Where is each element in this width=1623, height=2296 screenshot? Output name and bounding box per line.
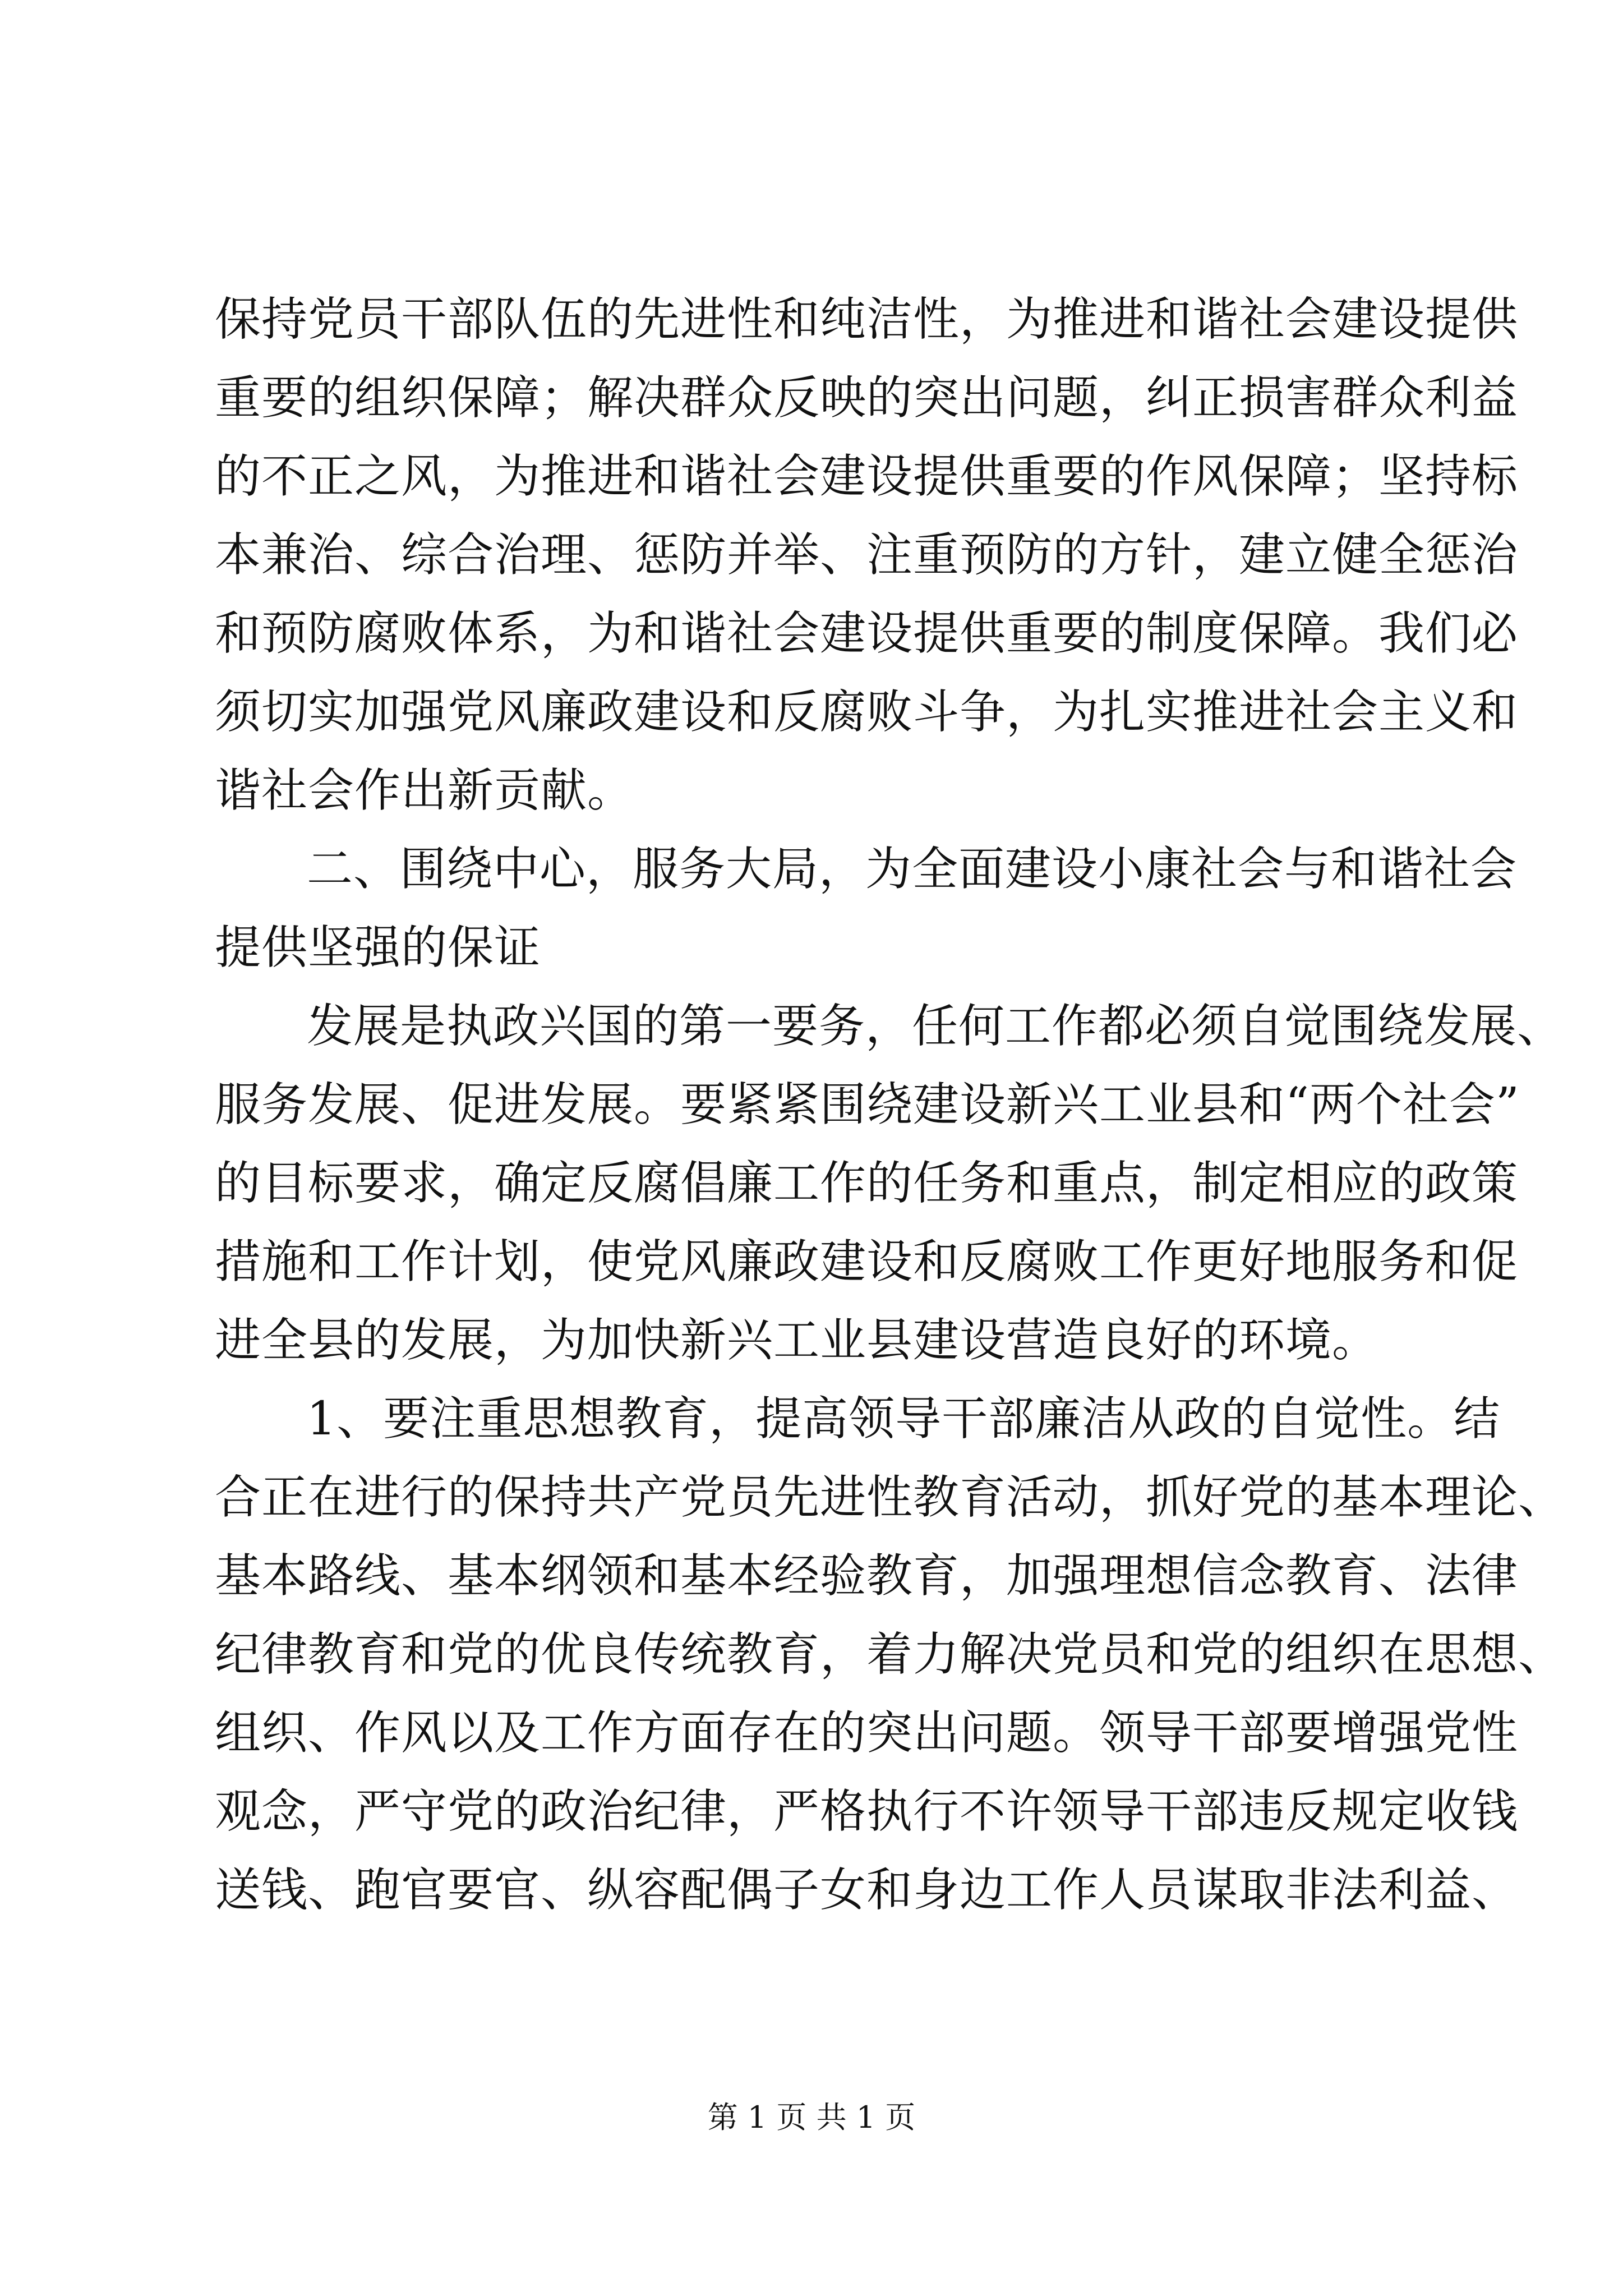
text-line: 谐社会作出新贡献。 [215, 764, 634, 817]
text-line: 的目标要求，确定反腐倡廉工作的任务和重点，制定相应的政策 [215, 1157, 1519, 1210]
text-line: 措施和工作计划，使党风廉政建设和反腐败工作更好地服务和促 [215, 1235, 1519, 1289]
text-line: 重要的组织保障；解决群众反映的突出问题，纠正损害群众利益 [215, 371, 1519, 425]
text-line: 的不正之风，为推进和谐社会建设提供重要的作风保障；坚持标 [215, 450, 1519, 503]
text-line: 服务发展、促进发展。要紧紧围绕建设新兴工业县和“两个社会” [215, 1078, 1520, 1131]
page-footer: 第 1 页 共 1 页 [707, 2100, 916, 2135]
text-line: 发展是执政兴国的第一要务，任何工作都必须自觉围绕发展、 [307, 1000, 1564, 1053]
text-line: 提供坚强的保证 [215, 921, 541, 974]
text-line: 观念，严守党的政治纪律，严格执行不许领导干部违反规定收钱 [215, 1785, 1519, 1838]
text-line: 1、要注重思想教育，提高领导干部廉洁从政的自觉性。结 [307, 1392, 1501, 1446]
text-line: 本兼治、综合治理、惩防并举、注重预防的方针，建立健全惩治 [215, 528, 1519, 582]
document-body [215, 280, 1565, 1930]
text-line: 纪律教育和党的优良传统教育，着力解决党员和党的组织在思想、 [215, 1628, 1565, 1681]
text-line: 组织、作风以及工作方面存在的突出问题。领导干部要增强党性 [215, 1706, 1519, 1760]
text-line: 基本路线、基本纲领和基本经验教育，加强理想信念教育、法律 [215, 1549, 1519, 1603]
text-line: 进全县的发展，为加快新兴工业县建设营造良好的环境。 [215, 1314, 1379, 1367]
text-line: 二、围绕中心，服务大局，为全面建设小康社会与和谐社会 [307, 843, 1518, 896]
text-line: 合正在进行的保持共产党员先进性教育活动，抓好党的基本理论、 [215, 1471, 1565, 1524]
text-line: 须切实加强党风廉政建设和反腐败斗争，为扎实推进社会主义和 [215, 685, 1519, 739]
text-line: 和预防腐败体系，为和谐社会建设提供重要的制度保障。我们必 [215, 607, 1519, 660]
text-line: 保持党员干部队伍的先进性和纯洁性，为推进和谐社会建设提供 [215, 293, 1519, 346]
text-line: 送钱、跑官要官、纵容配偶子女和身边工作人员谋取非法利益、 [215, 1864, 1519, 1917]
